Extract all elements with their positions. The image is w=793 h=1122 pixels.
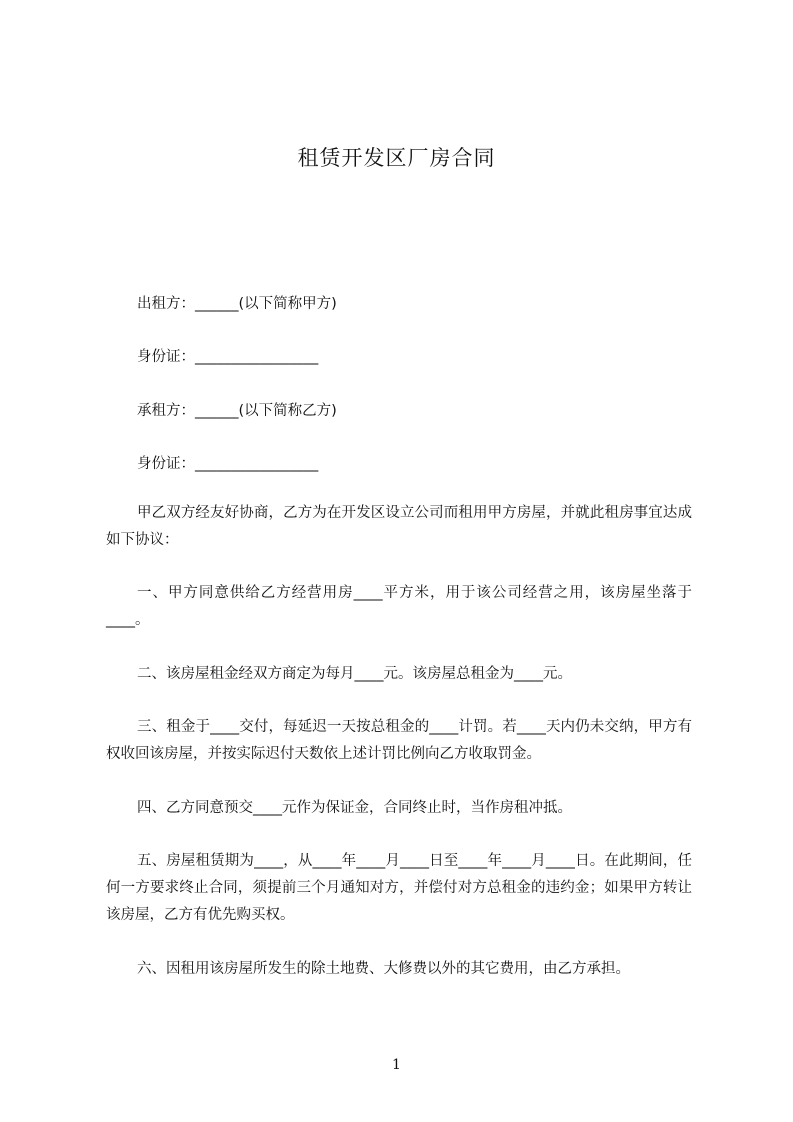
clause-4: 四、乙方同意预交____元作为保证金，合同终止时，当作房租冲抵。 <box>137 800 572 816</box>
clause-3: 三、租金于____交付，每延迟一天按总租金的____计罚。若____天内仍未交纳，甲方有权收回该房屋，并按实际迟付天数依上述计罚比例向乙方收取罚金。 <box>106 719 692 762</box>
contract-title: 租赁开发区厂房合同 <box>297 146 496 170</box>
clause-2: 二、该房屋租金经双方商定为每月____元。该房屋总租金为____元。 <box>137 666 572 682</box>
clause-5: 五、房屋租赁期为____，从____年____月____日至____年____月____日。在此期间，任何一方要求终止合同，须提前三个月通知对方，并偿付对方总租金的违约金；如果甲方转让该房屋，乙方有优先购买权。 <box>106 853 692 923</box>
lessor-field: 出租方：______(以下简称甲方) <box>137 296 337 312</box>
clause-6: 六、因租用该房屋所发生的除土地费、大修费以外的其它费用，由乙方承担。 <box>137 961 630 977</box>
lessee-id-field: 身份证：_________________ <box>137 456 319 472</box>
intro-paragraph: 甲乙双方经友好协商，乙方为在开发区设立公司而租用甲方房屋，并就此租房事宜达成如下协议： <box>106 505 692 548</box>
clause-1: 一、甲方同意供给乙方经营用房____平方米，用于该公司经营之用，该房屋坐落于____。 <box>106 585 692 628</box>
lessee-field: 承租方：______(以下简称乙方) <box>137 403 337 419</box>
page-number: 1 <box>392 1057 401 1073</box>
lessor-id-field: 身份证：_________________ <box>137 349 319 365</box>
